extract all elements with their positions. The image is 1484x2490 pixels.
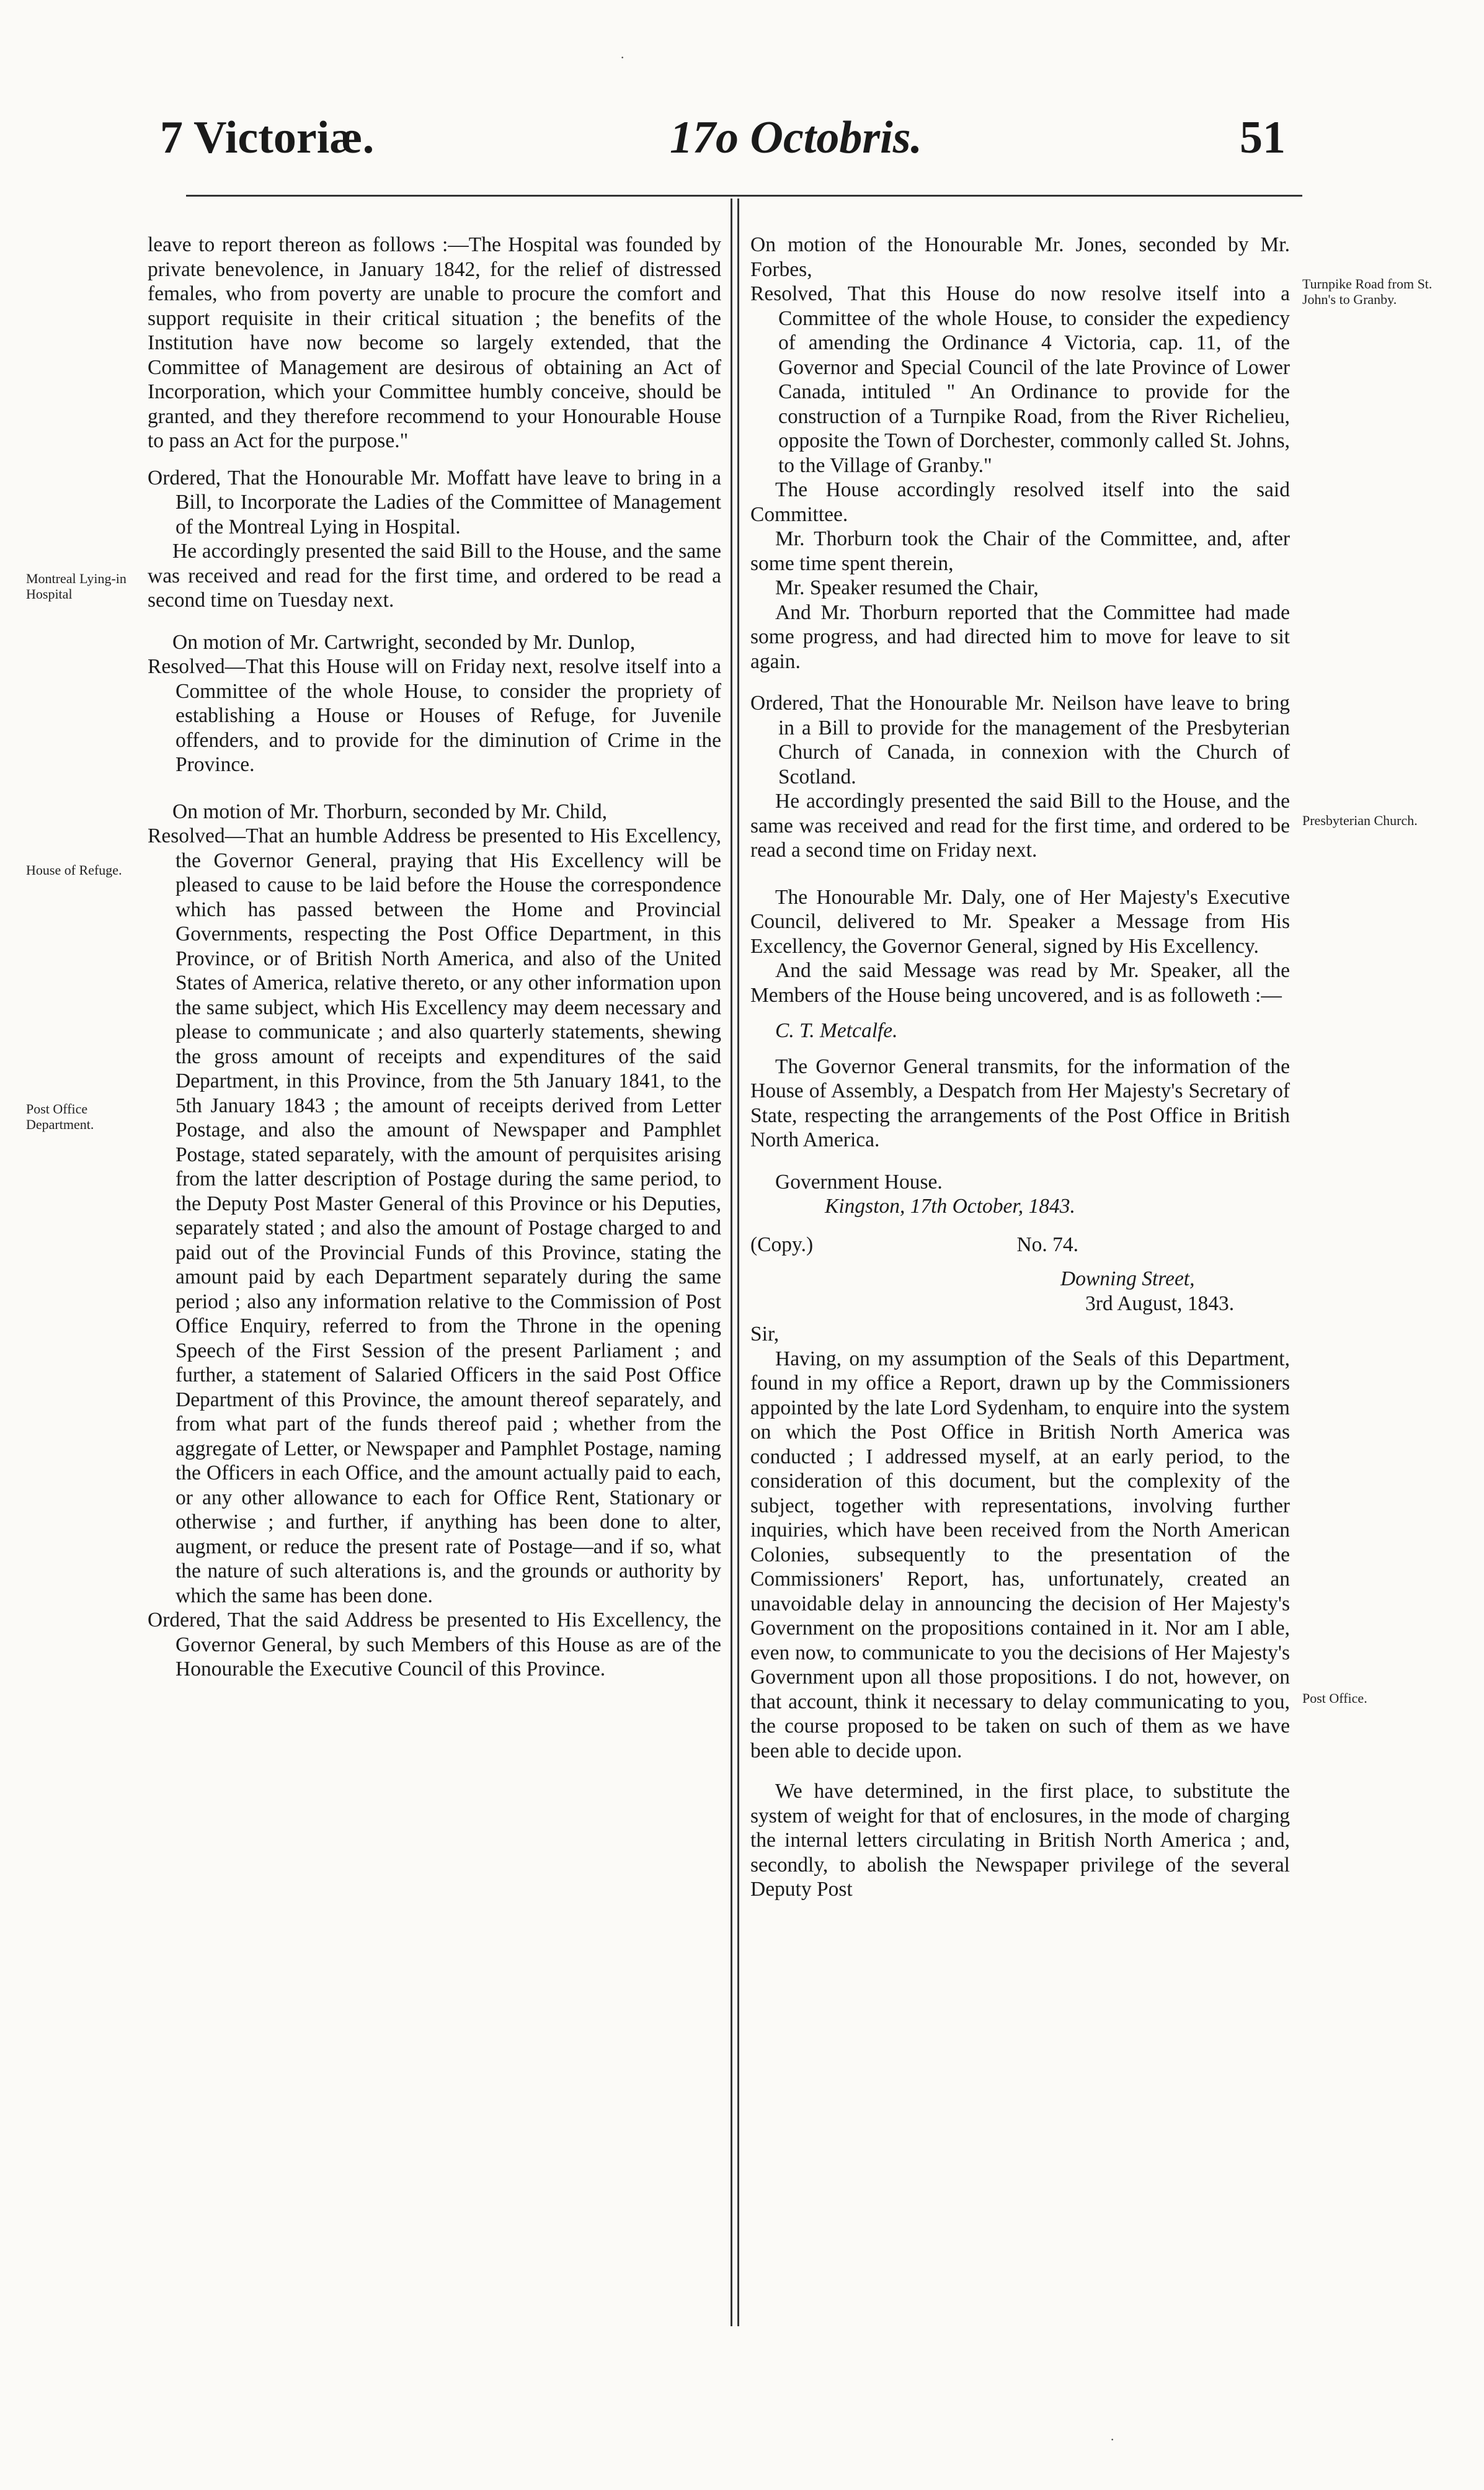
header-rule — [186, 195, 1302, 197]
downing-street: Downing Street, — [1060, 1267, 1195, 1290]
despatch-number: No. 74. — [1016, 1233, 1079, 1256]
resolved-turnpike-committee: Resolved, That this House do now resolve itself into a Committee of the whole House, to consider the expediency of amending the Ordinance 4 Victoria, cap. 11, of the Governor and Special Council of the late Province of Lower Canada, intituled " An Ordinance to provide for the construction of a Turnpike Road, from the River Richelieu, opposite the Town of Dorchester, commonly called St. Johns, to the Village of Granby." — [750, 282, 1290, 477]
margin-note-presbyterian: Presbyterian Church. — [1302, 813, 1418, 828]
motion-jones: On motion of the Honourable Mr. Jones, seconded by Mr. Forbes, — [750, 233, 1290, 281]
thorburn-chair: Mr. Thorburn took the Chair of the Committee, and, after some time spent therein, — [750, 527, 1290, 575]
daly-message: The Honourable Mr. Daly, one of Her Majesty's Executive Council, delivered to Mr. Speaker a Message from His Excellency, the Governor General, signed by His Excellency. — [750, 885, 1290, 958]
government-house: Government House. — [775, 1170, 943, 1194]
salutation: Sir, — [750, 1323, 780, 1345]
page-speck-bottom: · — [1110, 2432, 1115, 2447]
resolved-house-of-refuge: Resolved—That this House will on Friday next, resolve itself into a Committee of the whole House, to consider the propriety of establishing a House or Houses of Refuge, for Juvenile offenders, and to provide for the diminution of Crime in the Province. — [148, 655, 721, 776]
margin-note-refuge: House of Refuge. — [26, 862, 122, 878]
house-resolved-committee: The House accordingly resolved itself into the said Committee. — [750, 478, 1290, 526]
presbyterian-bill-presented: He accordingly presented the said Bill to the House, and the same was received and read for the first time, and ordered to be read a second time on Friday next. — [750, 790, 1290, 862]
page-header — [0, 112, 1484, 174]
page-number: 51 — [1240, 112, 1286, 163]
right-column — [750, 233, 1290, 1902]
copy-line — [750, 1233, 1290, 1257]
despatch-paragraph-1: Having, on my assumption of the Seals of this Department, found in my office a Report, drawn up by the Commissioners appointed by the late Lord Sydenham, to enquire into the system on which the Post Office in British North America was conducted ; I addressed myself, at an early period, to the consideration of this document, but the complexity of the subject, together with representations, involving further inquiries, which have been received from the North American Colonies, subsequently to the presentation of the Commissioners' Report, has, unfortunately, created an unavoidable delay in announcing the decision of Her Majesty's Government on the propositions contained in it. Nor am I able, even now, to communicate to you the decisions of Her Majesty's Government upon all those propositions. I do not, however, on that account, think it necessary to delay communicating to you, the course proposed to be taken on such of them as we have been able to decide upon. — [750, 1347, 1290, 1762]
hospital-report-paragraph: leave to report thereon as follows :—The Hospital was founded by private benevolence, in January 1842, for the relief of distressed females, who from poverty are unable to procure the comfort and support requisite in their critical situation ; the benefits of the Institution have now become so largely extended, that the Committee of Management are desirous of obtaining an Act of Incorporation, which your Committee humbly conceive, should be granted, and they therefore recommend to your Honourable House to pass an Act for the purpose." — [148, 233, 721, 452]
margin-note-post-office: Post Office. — [1302, 1690, 1367, 1706]
resolved-post-office-address: Resolved—That an humble Address be presented to His Excellency, the Governor General, praying that His Excellency will be pleased to cause to be laid before the House the correspondence which has passed between the Home and Provincial Governments, respecting the Post Office Department, in this Province, or of British North America, and also of the United States of America, relative thereto, or any other information upon the same subject, which His Excellency may deem necessary and please to communicate ; and also quarterly statements, shewing the gross amount of receipts and expenditures of the said Department, in this Province, from the 5th January 1841, to the 5th January 1843 ; the amount of receipts derived from Letter Postage, and also the amount of Newspaper and Pamphlet Postage, stated separately, with the amount of perquisites arising from the latter description of Postage during the same period, to the Deputy Post Master General of this Province or his Deputies, separately stated ; and also the amount of Postage charged to and paid out of the Provincial Funds of this Province, stating the amount paid by each Department separately during the same period ; also any information relative to the Commission of Post Office Enquiry, referred to from the Throne in the opening Speech of the First Session of the present Parliament ; and further, a statement of Salaried Officers in the said Post Office Department of this Province, the amount thereof separately, and from what part of the funds thereof paid ; whether from the aggregate of Letter, or Newspaper and Pamphlet Postage, naming the Officers in each Office, and the amount actually paid to each, or any other allowance to each for Office Rent, Stationary or otherwise ; and further, if anything has been done to alter, augment, or reduce the present rate of Postage—and if so, what the nature of such alterations is, and the grounds or authority by which the same has been done. — [148, 824, 721, 1607]
despatch-date: 3rd August, 1843. — [1085, 1292, 1235, 1315]
metcalfe-signature: C. T. Metcalfe. — [775, 1019, 898, 1042]
message-read: And the said Message was read by Mr. Speaker, all the Members of the House being uncovered, and is as followeth :— — [750, 959, 1290, 1007]
despatch-paragraph-2: We have determined, in the first place, to substitute the system of weight for that of enclosures, in the mode of charging the internal letters circulating in British North America ; and, secondly, to abolish the Newspaper privilege of the several Deputy Post — [750, 1780, 1290, 1901]
motion-thorburn: On motion of Mr. Thorburn, seconded by Mr. Child, — [172, 800, 607, 823]
date-heading: 17o Octobris. — [670, 112, 922, 163]
margin-note-montreal: Montreal Lying-in Hospital — [26, 571, 127, 602]
page-speck: · — [620, 50, 625, 65]
governor-transmits: The Governor General transmits, for the information of the House of Assembly, a Despatch from Her Majesty's Secretary of State, respecting the arrangements of the Post Office in British North America. — [750, 1055, 1290, 1151]
kingston-date: Kingston, 17th October, 1843. — [825, 1195, 1075, 1218]
margin-note-turnpike: Turnpike Road from St. John's to Granby. — [1302, 276, 1433, 307]
copy-label: (Copy.) — [750, 1233, 814, 1256]
motion-cartwright: On motion of Mr. Cartwright, seconded by Mr. Dunlop, — [172, 630, 636, 654]
thorburn-reported: And Mr. Thorburn reported that the Committee had made some progress, and had directed him to move for leave to sit again. — [750, 600, 1290, 673]
left-column — [148, 233, 721, 1682]
hospital-bill-presented: He accordingly presented the said Bill to the House, and the same was received and read for the first time, and ordered to be read a second time on Tuesday next. — [148, 540, 721, 612]
margin-note-post-office-dept: Post Office Department. — [26, 1101, 94, 1132]
ordered-neilson-bill: Ordered, That the Honourable Mr. Neilson have leave to bring in a Bill to provide for the management of the Presbyterian Church of Canada, in connexion with the Church of Scotland. — [750, 692, 1290, 788]
ordered-moffatt-bill: Ordered, That the Honourable Mr. Moffatt have leave to bring in a Bill, to Incorporate the Ladies of the Committee of Management of the Montreal Lying in Hospital. — [148, 466, 721, 538]
regnal-year: 7 Victoriæ. — [160, 112, 375, 163]
ordered-address-presented: Ordered, That the said Address be presented to His Excellency, the Governor General, by such Members of this House as are of the Honourable the Executive Council of this Province. — [148, 1609, 721, 1680]
column-divider — [731, 199, 739, 2326]
speaker-resumed: Mr. Speaker resumed the Chair, — [775, 576, 1039, 599]
